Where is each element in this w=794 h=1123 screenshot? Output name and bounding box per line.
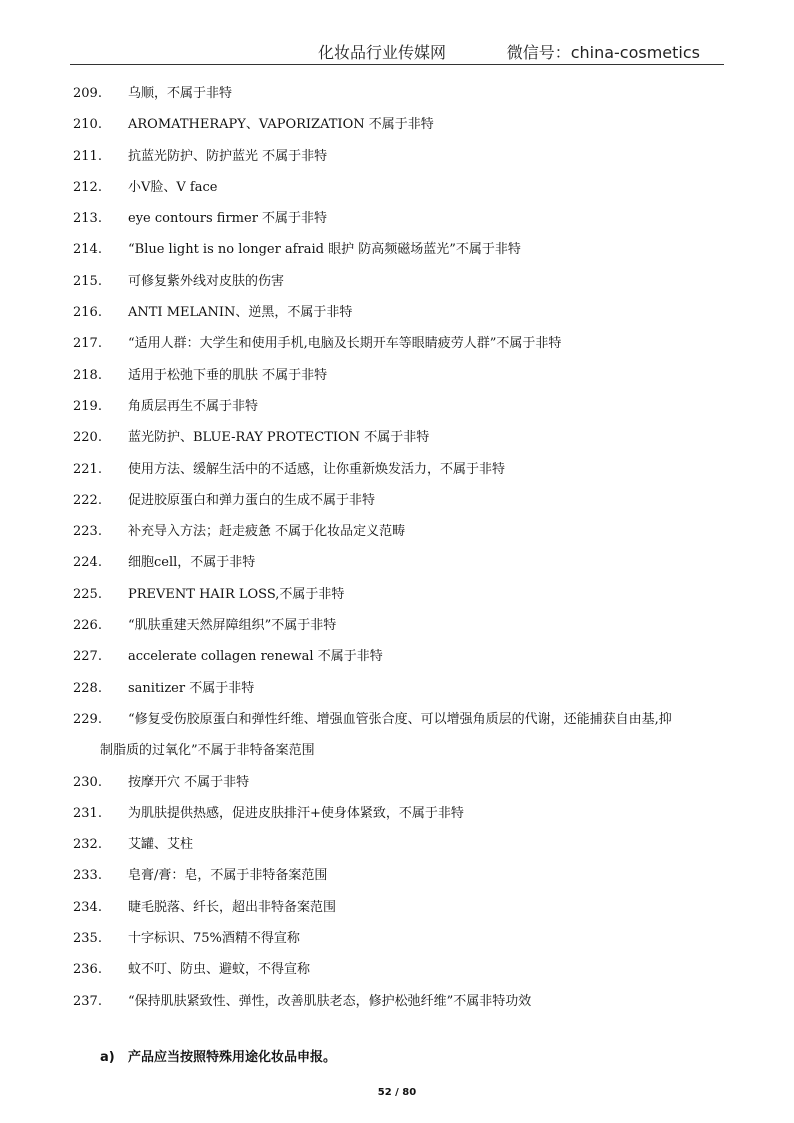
item-text: 睫毛脱落、纤长，超出非特备案范围	[128, 899, 337, 915]
list-item	[73, 547, 733, 578]
item-number: 233.	[73, 868, 102, 884]
item-number: 232.	[73, 837, 102, 853]
item-number: 221.	[73, 461, 102, 477]
item-number: 231.	[73, 805, 102, 821]
list-item	[73, 297, 733, 328]
list-item-continuation	[73, 735, 733, 766]
list-item	[73, 203, 733, 234]
item-text: 乌顺，不属于非特	[128, 86, 233, 101]
section-label: a)	[100, 1050, 115, 1065]
item-number: 210.	[73, 117, 102, 133]
item-number: 223.	[73, 524, 102, 540]
item-number: 211.	[73, 148, 102, 164]
item-text: AROMATHERAPY、VAPORIZATION 不属于非特	[128, 117, 434, 133]
item-number: 217.	[73, 336, 102, 352]
list-item	[73, 422, 733, 453]
item-text: 适用于松弛下垂的肌肤 不属于非特	[128, 367, 328, 383]
list-item	[73, 579, 733, 610]
item-number: 229.	[73, 711, 102, 727]
item-text: 按摩开穴 不属于非特	[128, 774, 250, 790]
item-number: 226.	[73, 618, 102, 634]
item-number: 227.	[73, 649, 102, 665]
item-number: 234.	[73, 899, 102, 915]
item-number: 214.	[73, 242, 102, 258]
list-item	[73, 485, 733, 516]
site-name: 化妆品行业传媒网	[318, 43, 447, 62]
item-number: 236.	[73, 962, 102, 978]
list-item	[73, 923, 733, 954]
item-text: 十字标识、75%酒精不得宣称	[128, 931, 300, 947]
item-number: 230.	[73, 774, 102, 790]
item-text: 艾罐、艾柱	[128, 837, 194, 853]
list-item	[73, 860, 733, 891]
list-item	[73, 986, 733, 1017]
item-text: 蚊不叮、防虫、避蚊，不得宣称	[128, 962, 311, 978]
page-header	[70, 40, 724, 65]
item-text-continuation: 制脂质的过氧化”不属于非特备案范围	[100, 743, 315, 759]
list-item	[73, 328, 733, 359]
page-number: 52 / 80	[377, 1087, 417, 1098]
item-number: 225.	[73, 586, 102, 602]
item-text: 抗蓝光防护、防护蓝光 不属于非特	[128, 148, 328, 164]
item-number: 222.	[73, 492, 102, 508]
list-item	[73, 798, 733, 829]
list-item	[73, 78, 733, 109]
item-number: 209.	[73, 86, 102, 101]
item-text: “保持肌肤紧致性、弹性，改善肌肤老态，修护松弛纤维”不属非特功效	[128, 993, 532, 1009]
item-text: sanitizer 不属于非特	[128, 680, 255, 696]
item-text: eye contours firmer 不属于非特	[128, 211, 328, 227]
item-number: 215.	[73, 273, 102, 289]
item-text: 小V脸、V face	[128, 179, 218, 195]
list-item	[73, 673, 733, 704]
wechat-id: 微信号：china-cosmetics	[506, 43, 700, 62]
item-number: 218.	[73, 367, 102, 383]
item-text: 蓝光防护、BLUE-RAY PROTECTION 不属于非特	[128, 430, 430, 446]
item-text: PREVENT HAIR LOSS,不属于非特	[128, 586, 345, 602]
item-text: “肌肤重建天然屏障组织”不属于非特	[128, 618, 337, 634]
item-text: 为肌肤提供热感，促进皮肤排汗+使身体紧致，不属于非特	[128, 805, 464, 821]
list-item	[73, 829, 733, 860]
item-text: accelerate collagen renewal 不属于非特	[128, 649, 383, 665]
item-text: 使用方法、缓解生活中的不适感，让你重新焕发活力，不属于非特	[128, 461, 506, 477]
section-heading	[100, 1046, 336, 1065]
item-text: ANTI MELANIN、逆黑，不属于非特	[128, 305, 353, 321]
list-item	[73, 892, 733, 923]
item-text: 细胞cell，不属于非特	[128, 555, 256, 571]
list-item	[73, 141, 733, 172]
list-item	[73, 610, 733, 641]
list-item	[73, 704, 733, 735]
numbered-list	[73, 78, 733, 1017]
list-item	[73, 454, 733, 485]
item-text: “修复受伤胶原蛋白和弹性纤维、增强血管张合度、可以增强角质层的代谢，还能捕获自由基,抑	[128, 711, 672, 727]
list-item	[73, 234, 733, 265]
item-number: 235.	[73, 931, 102, 947]
item-number: 219.	[73, 398, 102, 414]
item-number: 224.	[73, 555, 102, 571]
item-number: 237.	[73, 993, 102, 1009]
item-text: “Blue light is no longer afraid 眼护 防高频磁场蓝光”不属于非特	[128, 242, 521, 258]
item-number: 213.	[73, 211, 102, 227]
item-text: 促进胶原蛋白和弹力蛋白的生成不属于非特	[128, 492, 376, 508]
item-text: 可修复紫外线对皮肤的伤害	[128, 273, 285, 289]
item-number: 220.	[73, 430, 102, 446]
list-item	[73, 767, 733, 798]
item-text: 角质层再生不属于非特	[128, 398, 259, 414]
list-item	[73, 516, 733, 547]
item-number: 212.	[73, 179, 102, 195]
list-item	[73, 641, 733, 672]
list-item	[73, 172, 733, 203]
item-text: 补充导入方法；赶走疲惫 不属于化妆品定义范畴	[128, 524, 406, 540]
item-number: 216.	[73, 305, 102, 321]
list-item	[73, 360, 733, 391]
item-number: 228.	[73, 680, 102, 696]
list-item	[73, 266, 733, 297]
list-item	[73, 954, 733, 985]
list-item	[73, 391, 733, 422]
list-item	[73, 109, 733, 140]
section-text: 产品应当按照特殊用途化妆品申报。	[128, 1050, 337, 1065]
item-text: 皂膏/膏：皂，不属于非特备案范围	[128, 868, 328, 884]
item-text: “适用人群：大学生和使用手机,电脑及长期开车等眼睛疲劳人群”不属于非特	[128, 336, 562, 352]
